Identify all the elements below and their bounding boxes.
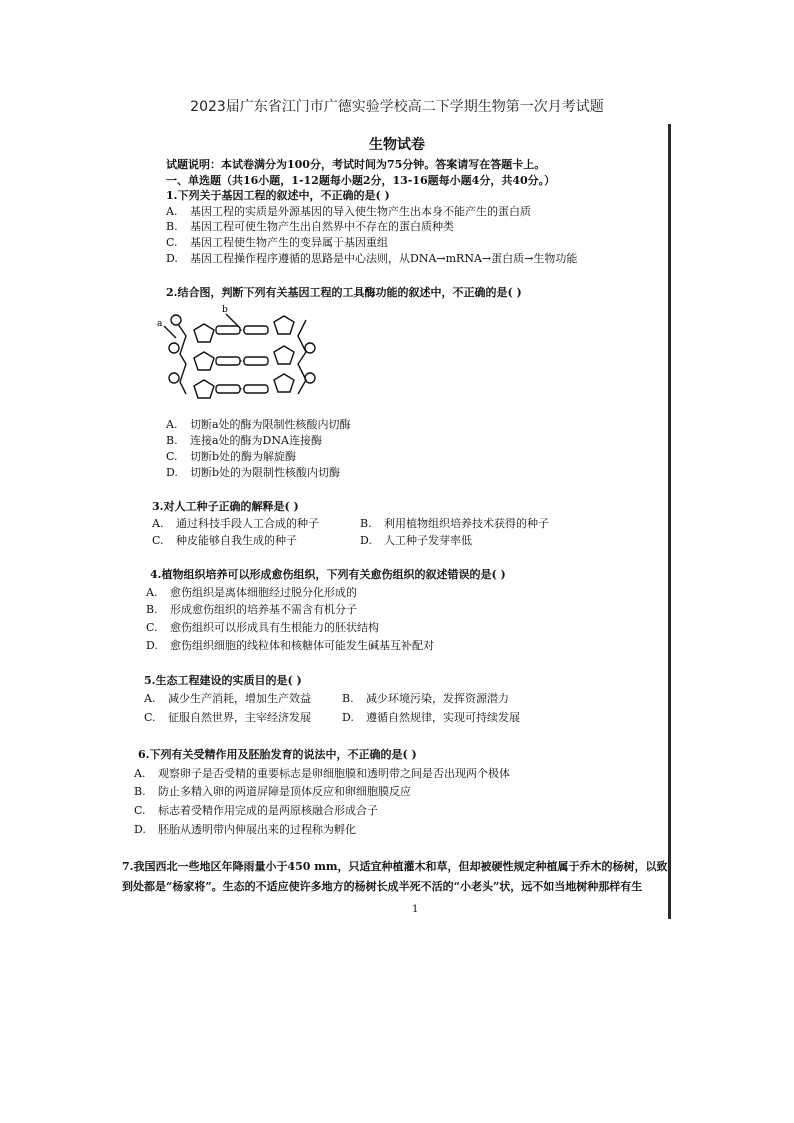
question-7-stem-line-1: 7.我国西北一些地区年降雨量小于450 mm，只适宜种植灌木和草，但却被硬性规定种植属于乔木的杨树，以致 bbox=[122, 860, 668, 873]
option-text: 基因工程可使生物产生出自然界中不存在的蛋白质种类 bbox=[190, 220, 454, 233]
option-text: 愈伤组织是离体细胞经过脱分化形成的 bbox=[170, 586, 357, 599]
left-strand-backbone bbox=[178, 324, 186, 394]
deoxyribose-pentagon bbox=[194, 352, 214, 370]
question-4-option-b bbox=[146, 603, 357, 617]
right-strand-backbone bbox=[298, 320, 306, 394]
question-1-option-c bbox=[166, 236, 388, 250]
question-1-option-a bbox=[166, 205, 531, 219]
exam-page-scan bbox=[122, 124, 672, 919]
base-rect bbox=[244, 385, 268, 393]
option-text: 减少环境污染，发挥资源潜力 bbox=[366, 692, 509, 705]
question-5-option-c bbox=[144, 711, 311, 725]
base-rect bbox=[216, 326, 240, 334]
base-rect bbox=[244, 357, 268, 365]
option-label: B. bbox=[146, 603, 158, 616]
question-4-option-a bbox=[146, 586, 357, 600]
question-6-option-a bbox=[134, 767, 510, 781]
phosphate-circle bbox=[169, 373, 179, 383]
question-3-stem: 3.对人工种子正确的解释是( ) bbox=[152, 500, 299, 513]
option-label: D. bbox=[166, 252, 178, 265]
option-text: 基因工程的实质是外源基因的导入使生物产生出本身不能产生的蛋白质 bbox=[190, 205, 531, 218]
question-2-stem: 2.结合图，判断下列有关基因工程的工具酶功能的叙述中，不正确的是( ) bbox=[166, 286, 522, 299]
question-2-option-d bbox=[166, 466, 340, 480]
option-label: D. bbox=[134, 823, 146, 836]
option-text: 标志着受精作用完成的是两原核融合形成合子 bbox=[158, 804, 378, 817]
option-label: A. bbox=[166, 418, 178, 431]
exam-instructions: 试题说明：本试卷满分为100分，考试时间为75分钟。答案请写在答题卡上。 bbox=[166, 158, 546, 171]
option-text: 减少生产消耗，增加生产效益 bbox=[168, 692, 311, 705]
question-3-option-a bbox=[152, 517, 319, 531]
question-6-option-c bbox=[134, 804, 378, 818]
option-label: C. bbox=[144, 711, 156, 724]
option-text: 遵循自然规律，实现可持续发展 bbox=[366, 711, 520, 724]
question-2-option-b bbox=[166, 434, 322, 448]
phosphate-circle bbox=[305, 343, 315, 353]
question-5-option-d bbox=[342, 711, 520, 725]
option-text: 愈伤组织细胞的线粒体和核糖体可能发生碱基互补配对 bbox=[170, 639, 434, 652]
option-label: C. bbox=[146, 621, 158, 634]
option-text: 连接a处的酶为DNA连接酶 bbox=[190, 434, 322, 447]
option-text: 种皮能够自我生成的种子 bbox=[176, 534, 297, 547]
paper-title: 生物试卷 bbox=[369, 137, 425, 153]
question-5-option-b bbox=[342, 692, 509, 706]
option-text: 征服自然世界，主宰经济发展 bbox=[168, 711, 311, 724]
option-text: 防止多精入卵的两道屏障是顶体反应和卵细胞膜反应 bbox=[158, 785, 411, 798]
question-2-option-c bbox=[166, 450, 296, 464]
option-text: 基因工程操作程序遵循的思路是中心法则，从DNA→mRNA→蛋白质→生物功能 bbox=[190, 252, 578, 265]
option-text: 形成愈伤组织的培养基不需含有机分子 bbox=[170, 603, 357, 616]
base-rect bbox=[216, 357, 240, 365]
option-label: B. bbox=[134, 785, 146, 798]
deoxyribose-pentagon bbox=[194, 380, 214, 398]
section-title: 一、单选题（共16小题，1-12题每小题2分，13-16题每小题4分，共40分。） bbox=[166, 174, 556, 187]
question-4-option-d bbox=[146, 639, 434, 653]
base-rect bbox=[244, 326, 268, 334]
question-6-stem: 6.下列有关受精作用及胚胎发育的说法中，不正确的是( ) bbox=[138, 748, 417, 761]
dna-structure-diagram bbox=[156, 302, 326, 412]
option-label: C. bbox=[134, 804, 146, 817]
option-label: A. bbox=[166, 205, 178, 218]
question-6-option-b bbox=[134, 785, 411, 799]
option-label: B. bbox=[166, 434, 178, 447]
deoxyribose-pentagon bbox=[274, 374, 294, 392]
option-text: 利用植物组织培养技术获得的种子 bbox=[384, 517, 549, 530]
question-4-stem: 4.植物组织培养可以形成愈伤组织，下列有关愈伤组织的叙述错误的是( ) bbox=[150, 568, 506, 581]
question-5-option-a bbox=[144, 692, 311, 706]
option-label: A. bbox=[144, 692, 156, 705]
deoxyribose-pentagon bbox=[274, 316, 294, 334]
option-text: 切断a处的酶为限制性核酸内切酶 bbox=[190, 418, 351, 431]
deoxyribose-pentagon bbox=[274, 346, 294, 364]
deoxyribose-pentagon bbox=[194, 324, 214, 342]
option-label: A. bbox=[152, 517, 164, 530]
question-1-option-d bbox=[166, 252, 577, 266]
option-text: 观察卵子是否受精的重要标志是卵细胞膜和透明带之间是否出现两个极体 bbox=[158, 767, 510, 780]
option-text: 胚胎从透明带内伸展出来的过程称为孵化 bbox=[158, 823, 356, 836]
question-7-stem-line-2: 到处都是“杨家将”。生态的不适应使许多地方的杨树长成半死不活的“小老头”状，远不如当地树种那样有生 bbox=[122, 880, 643, 893]
question-1-option-b bbox=[166, 220, 454, 234]
option-label: A. bbox=[134, 767, 146, 780]
figure-label-b: b bbox=[222, 305, 228, 315]
label-a-pointer bbox=[164, 326, 176, 338]
phosphate-circle bbox=[169, 343, 179, 353]
option-text: 切断b处的酶为解旋酶 bbox=[190, 450, 297, 463]
option-label: D. bbox=[342, 711, 354, 724]
option-label: D. bbox=[166, 466, 178, 479]
option-text: 基因工程使生物产生的变异属于基因重组 bbox=[190, 236, 388, 249]
phosphate-circle bbox=[171, 315, 181, 325]
question-1-stem: 1.下列关于基因工程的叙述中，不正确的是( ) bbox=[166, 189, 390, 202]
question-3-option-c bbox=[152, 534, 297, 548]
question-2-option-a bbox=[166, 418, 351, 432]
option-label: C. bbox=[152, 534, 164, 547]
option-label: C. bbox=[166, 450, 178, 463]
option-label: B. bbox=[360, 517, 372, 530]
option-label: D. bbox=[146, 639, 158, 652]
question-3-option-b bbox=[360, 517, 549, 531]
question-6-option-d bbox=[134, 823, 356, 837]
option-text: 切断b处的为限制性核酸内切酶 bbox=[190, 466, 341, 479]
document-title: 2023届广东省江门市广德实验学校高二下学期生物第一次月考试题 bbox=[190, 99, 604, 115]
scan-right-edge bbox=[668, 124, 671, 919]
option-text: 通过科技手段人工合成的种子 bbox=[176, 517, 319, 530]
base-rect bbox=[216, 385, 240, 393]
option-label: D. bbox=[360, 534, 372, 547]
option-label: A. bbox=[146, 586, 158, 599]
option-text: 人工种子发芽率低 bbox=[384, 534, 472, 547]
page-number: 1 bbox=[412, 904, 419, 915]
option-label: B. bbox=[342, 692, 354, 705]
option-label: C. bbox=[166, 236, 178, 249]
option-text: 愈伤组织可以形成具有生根能力的胚状结构 bbox=[170, 621, 379, 634]
option-label: B. bbox=[166, 220, 178, 233]
phosphate-circle bbox=[305, 373, 315, 383]
figure-label-a: a bbox=[157, 319, 163, 329]
question-5-stem: 5.生态工程建设的实质目的是( ) bbox=[144, 674, 302, 687]
question-4-option-c bbox=[146, 621, 379, 635]
question-3-option-d bbox=[360, 534, 472, 548]
